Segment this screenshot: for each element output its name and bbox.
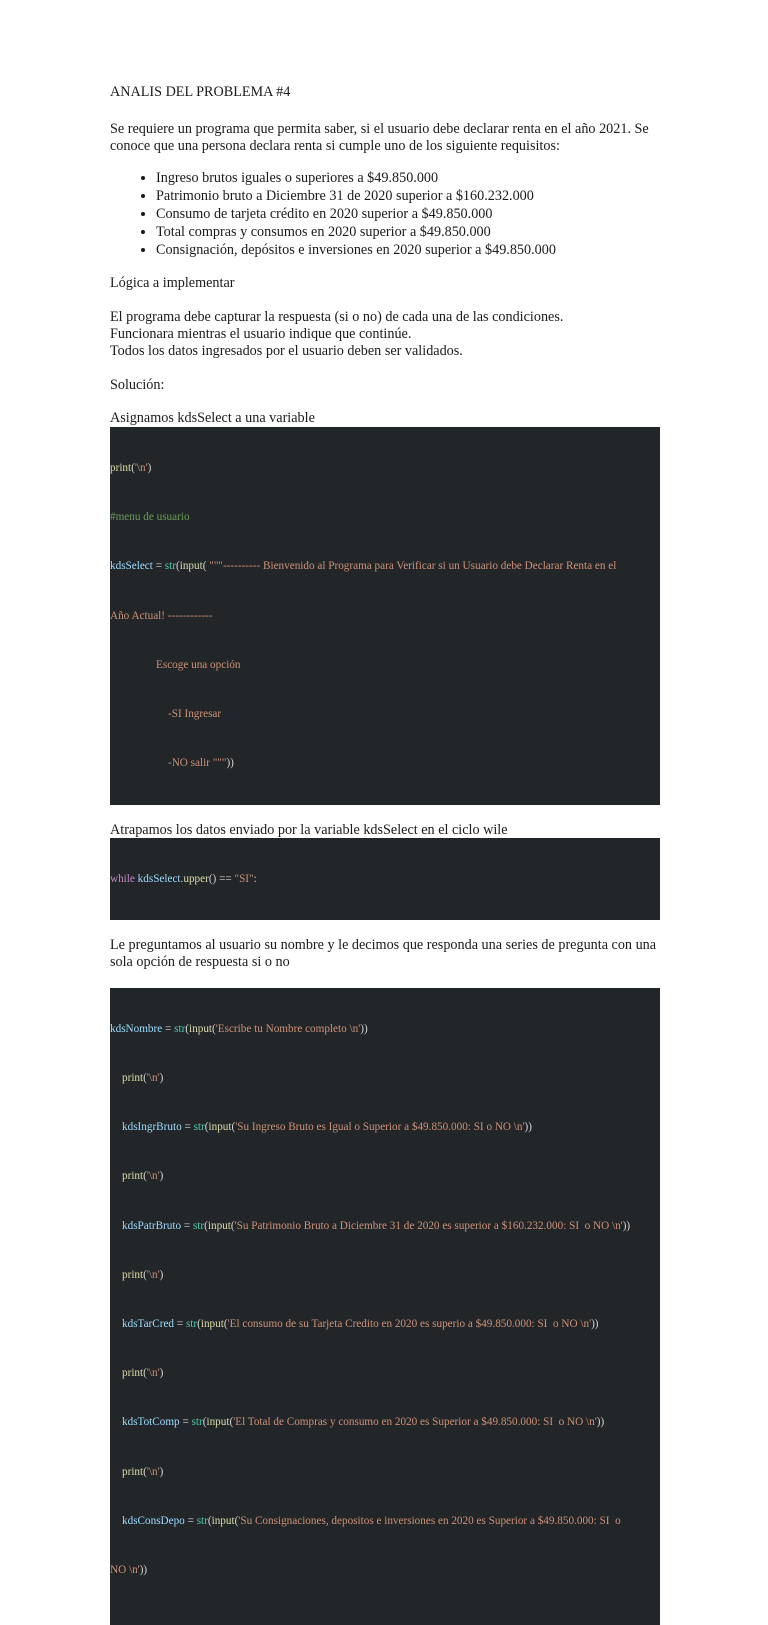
code-token: 'Escribe tu Nombre completo \n' <box>215 1022 361 1035</box>
code-token: '\n' <box>134 461 148 474</box>
code-token: NO \n' <box>110 1564 140 1577</box>
code-token: = <box>152 560 165 573</box>
code-token: "SI" <box>234 873 254 886</box>
code-token: == <box>216 873 235 886</box>
code-token: kdsNombre <box>110 1022 163 1035</box>
code-token: -SI Ingresar <box>168 708 222 721</box>
code-block-1: print('\n') #menu de usuario kdsSelect = str(input( """---------- Bienvenido al Programa para Verificar si un Usuario debe Declarar Renta en el Año Actual! ------------ Escoge una opción -SI Ingresar -NO salir """)) <box>110 427 660 804</box>
list-item: • Consumo de tarjeta crédito en 2020 superior a $49.850.000 <box>156 206 660 224</box>
list-item: • Ingreso brutos iguales o superiores a $49.850.000 <box>156 170 660 188</box>
code-token: '\n' <box>146 1465 160 1478</box>
code-token: '\n' <box>146 1170 160 1183</box>
code-token: '\n' <box>146 1367 160 1380</box>
logic-title: Lógica a implementar <box>110 275 235 292</box>
document-page <box>110 84 660 1625</box>
code-block-3: kdsNombre = str(input('Escribe tu Nombre completo \n')) print('\n') kdsIngrBruto = str(input('Su Ingreso Bruto es Igual o Superior a $49.850.000: SI o NO \n')) print('\n') kdsPatrBruto = str(input('Su Patrimonio Bruto a Diciembre 31 de 2020 es superior a $160.232.000: SI o NO \n')) print('\n') kdsTarCred = str(input('El consumo de su Tarjeta Credito en 2020 es superio a $49.850.000: SI o NO \n')) print('\n') kdsTotComp = str(input('El Total de Compras y consumo en 2020 es Superior a $49.850.000: SI o NO \n')) print('\n') kdsConsDepo = str(input('Su Consignaciones, depositos e inversiones en 2020 es Superior a $49.850.000: SI o NO \n')) <box>110 988 660 1625</box>
code-token: kdsTarCred <box>122 1318 175 1331</box>
code-token: input <box>179 560 203 573</box>
code-token: kdsSelect <box>110 560 153 573</box>
code-comment: #menu de usuario <box>110 511 190 524</box>
code-token: str <box>164 560 176 573</box>
logic-line: El programa debe capturar la respuesta (si o no) de cada una de las condiciones. <box>110 309 564 326</box>
code-token: 'Su Consignaciones, depositos e inversiones en 2020 es Superior a $49.850.000: SI o <box>238 1514 621 1527</box>
code-token: -NO salir """ <box>168 757 227 770</box>
code-token: 'Su Patrimonio Bruto a Diciembre 31 de 2020 es superior a $160.232.000: SI o NO \n' <box>234 1219 623 1232</box>
code-token: """---------- Bienvenido al Programa para Verificar si un Usuario debe Declarar Renta en el <box>209 560 617 573</box>
code-block-2: while kdsSelect.upper() == "SI": <box>110 838 660 920</box>
step2-title: Atrapamos los datos enviado por la variable kdsSelect en el ciclo wile <box>110 821 508 838</box>
intro-paragraph: Se requiere un programa que permita saber, si el usuario debe declarar renta en el año 2021. Se conoce que una persona declara renta si cumple uno de los siguiente requisitos: <box>110 120 649 154</box>
logic-line: Funcionara mientras el usuario indique que continúe. <box>110 325 412 342</box>
code-token: 'Su Ingreso Bruto es Igual o Superior a $49.850.000: SI o NO \n' <box>235 1121 525 1134</box>
page-title: ANALIS DEL PROBLEMA #4 <box>110 84 291 100</box>
list-item: • Total compras y consumos en 2020 superior a $49.850.000 <box>156 224 660 242</box>
code-token: kdsSelect <box>137 873 181 886</box>
step3-text: Le preguntamos al usuario su nombre y le decimos que responda una series de pregunta con una sola opción de respuesta si o no <box>110 937 657 971</box>
code-token: kdsConsDepo <box>122 1514 185 1527</box>
list-item: • Consignación, depósitos e inversiones en 2020 superior a $49.850.000 <box>156 242 660 260</box>
code-token: upper <box>183 873 209 886</box>
requirements-list <box>110 170 660 259</box>
code-token: print <box>110 461 132 474</box>
step1-title: Asignamos kdsSelect a una variable <box>110 410 315 427</box>
logic-line: Todos los datos ingresados por el usuario deben ser validados. <box>110 342 463 359</box>
list-item: • Patrimonio bruto a Diciembre 31 de 2020 superior a $160.232.000 <box>156 188 660 206</box>
code-token: kdsPatrBruto <box>122 1219 182 1232</box>
code-token: while <box>110 873 135 886</box>
code-token: kdsIngrBruto <box>122 1121 182 1134</box>
solution-title: Solución: <box>110 376 165 393</box>
code-token: Año Actual! ------------ <box>110 609 213 622</box>
code-token: kdsTotComp <box>122 1416 180 1429</box>
code-token: Escoge una opción <box>156 658 241 671</box>
code-token: 'El Total de Compras y consumo en 2020 es Superior a $49.850.000: SI o NO \n' <box>233 1416 597 1429</box>
code-token: 'El consumo de su Tarjeta Credito en 2020 es superio a $49.850.000: SI o NO \n' <box>227 1318 592 1331</box>
code-token: '\n' <box>146 1071 160 1084</box>
code-token: '\n' <box>146 1268 160 1281</box>
